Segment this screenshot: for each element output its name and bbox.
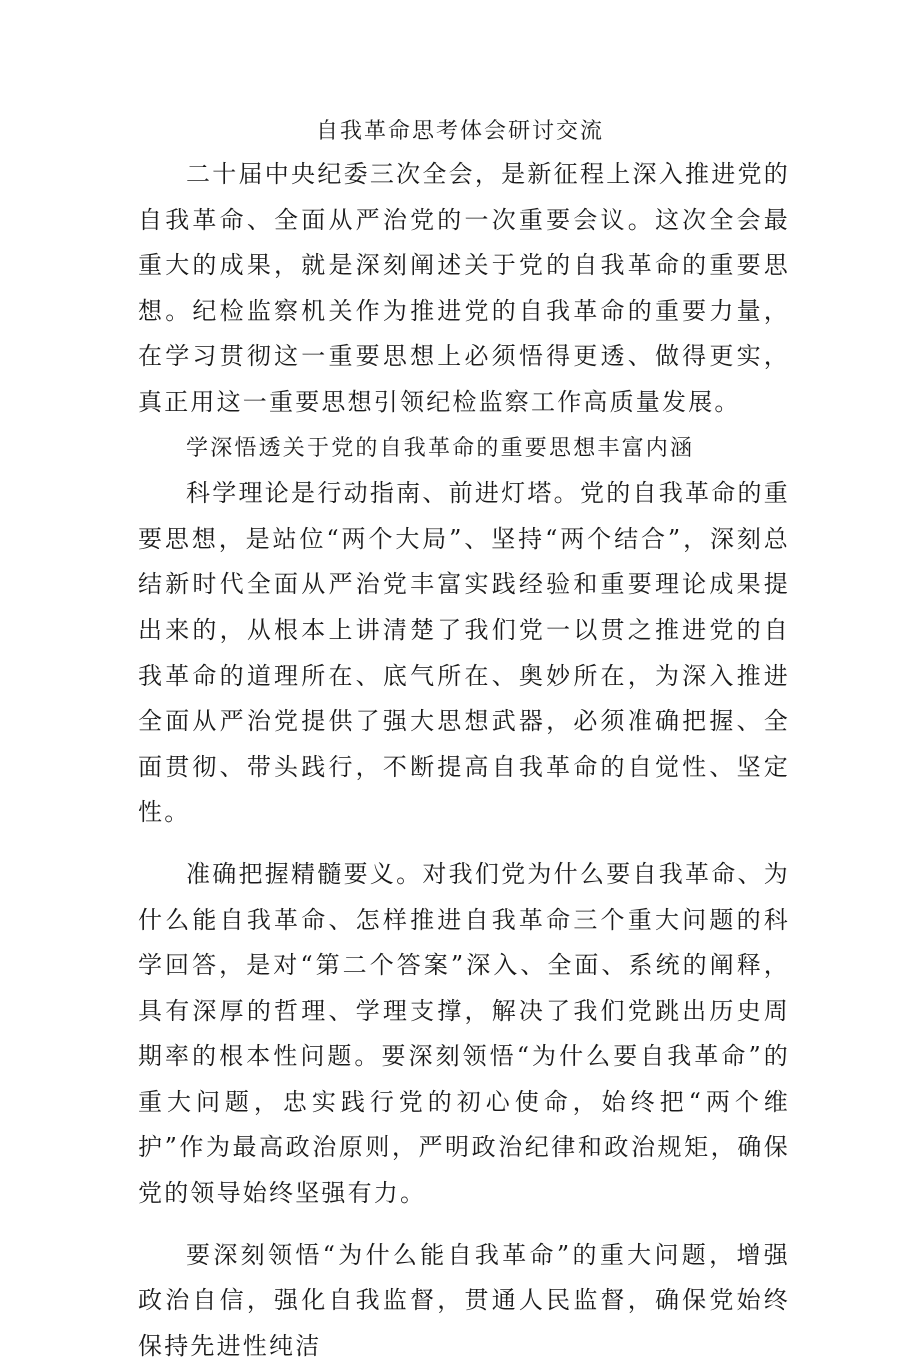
section-heading: 学深悟透关于党的自我革命的重要思想丰富内涵 — [186, 435, 695, 461]
paragraph-theory: 科学理论是行动指南、前进灯塔。党的自我革命的重要思想，是站位“两个大局”、坚持“两个结合”，深刻总结新时代全面从严治党丰富实践经验和重要理论成果提出来的，从根本上讲清楚了我们党一以贯之推进党的自我革命的道理所在、底气所在、奥妙所在，为深入推进全面从严治党提供了强大思想武器，必须准确把握、全面贯彻、带头践行，不断提高自我革命的自觉性、坚定性。 — [138, 479, 790, 827]
paragraph-why-can: 要深刻领悟“为什么能自我革命”的重大问题，增强政治自信，强化自我监督，贯通人民监督，确保党始终保持先进性纯洁 — [138, 1240, 790, 1360]
document-title: 自我革命思考体会研讨交流 — [315, 119, 604, 144]
paragraph-essence: 准确把握精髓要义。对我们党为什么要自我革命、为什么能自我革命、怎样推进自我革命三个重大问题的科学回答，是对“第二个答案”深入、全面、系统的阐释，具有深厚的哲理、学理支撑，解决了我们党跳出历史周期率的根本性问题。要深刻领悟“为什么要自我革命”的重大问题，忠实践行党的初心使命，始终把“两个维护”作为最高政治原则，严明政治纪律和政治规矩，确保党的领导始终坚强有力。 — [138, 859, 790, 1208]
paragraph-intro: 二十届中央纪委三次全会，是新征程上深入推进党的自我革命、全面从严治党的一次重要会议。这次全会最重大的成果，就是深刻阐述关于党的自我革命的重要思想。纪检监察机关作为推进党的自我革命的重要力量，在学习贯彻这一重要思想上必须悟得更透、做得更实，真正用这一重要思想引领纪检监察工作高质量发展。 — [138, 160, 790, 416]
document-body — [138, 152, 790, 1369]
